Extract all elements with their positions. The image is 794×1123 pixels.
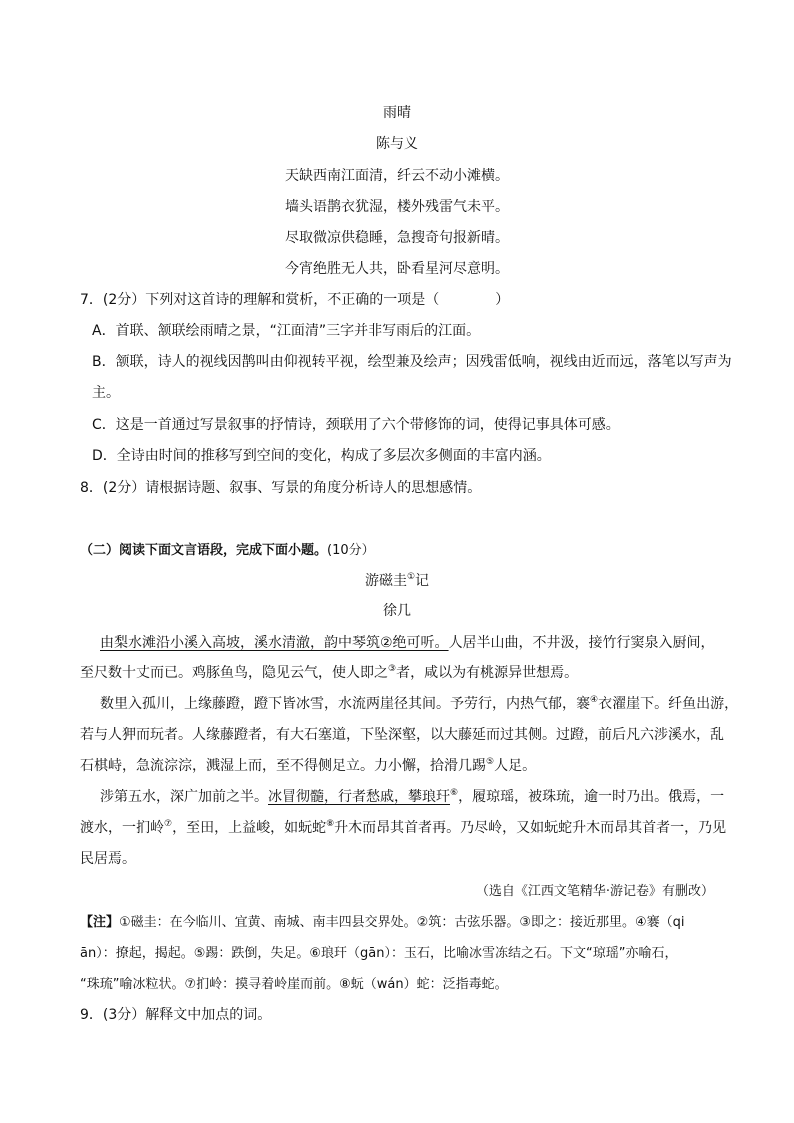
question-7-option-c: C．这是一首通过写景叙事的抒情诗，颈联用了六个带修饰的词，使得记事具体可感。 (92, 417, 620, 433)
question-7-option-a: A．首联、颔联绘雨晴之景，“江面清”三字并非写雨后的江面。 (92, 323, 481, 339)
note-mark-4: ④ (590, 695, 599, 705)
essay-p3-underlined: 冰冒彻髓，行者愁戚，攀琅玕 (268, 789, 450, 805)
section-2-score: (10分） (327, 543, 375, 558)
essay-p3-l2-a: 渡水，一扪岭 (80, 820, 164, 836)
note-mark-6: ⑥ (450, 788, 459, 798)
note-mark-5: ⑤ (486, 757, 495, 767)
question-7-option-b-line-2: 主。 (92, 385, 120, 401)
essay-author: 徐几 (383, 603, 411, 619)
question-7-option-b-line-1: B．颔联，诗人的视线因鹊叫由仰视转平视，绘型兼及绘声；因残雷低响，视线由近而远，落笔以写声为 (92, 354, 732, 370)
note-mark-3: ③ (388, 664, 397, 674)
essay-title-main: 游磁圭 (364, 573, 407, 589)
essay-title (0, 570, 794, 590)
essay-p3-line-2 (80, 817, 726, 837)
essay-p1-l2-b: 者，咸以为有桃源异世想焉。 (396, 665, 579, 681)
essay-p1-line-1 (100, 632, 715, 652)
essay-p3-l2-c: 升木而昂其首者再。乃尽岭，又如蚖蛇升木而昂其首者一，乃见 (334, 820, 727, 836)
essay-p1-rest: 人居半山曲，不井汲，接竹行窦泉入厨间， (448, 635, 715, 651)
essay-p3-l1-b: ，履琼瑶，被珠琉，逾一时乃出。俄焉，一 (458, 789, 725, 805)
notes-line-2: ān）：撩起，揭起。⑤踢：跌倒，失足。⑥琅玕（gān）：玉石，比喻冰雪冻结之石。下文“琼瑶”亦喻石， (80, 946, 678, 961)
poem-title: 雨晴 (383, 105, 411, 121)
note-mark-7: ⑦ (164, 819, 173, 829)
essay-p3-l2-b: ，至田，上益峻，如蚖蛇 (172, 820, 327, 836)
question-9: 9．(3分）解释文中加点的词。 (80, 1007, 272, 1023)
essay-p3-l1-a: 涉第五水，深广加前之半。 (100, 789, 268, 805)
essay-title-note-mark: ① (406, 572, 416, 582)
essay-p2-line-1 (100, 693, 738, 713)
notes-label: 【注】 (80, 915, 120, 930)
essay-p3-line-1 (100, 786, 724, 806)
essay-p2-l3-b: 人足。 (494, 758, 537, 774)
essay-p2-l1-b: 衣濯崖下。纤鱼出游， (598, 696, 739, 712)
question-7-stem: 7．(2分）下列对这首诗的理解和赏析，不正确的一项是（ ） (80, 292, 510, 308)
notes-line-1 (80, 911, 685, 930)
essay-p1-l2-a: 至尺数十丈而已。鸡豚鱼鸟，隐见云气，使人即之 (80, 665, 388, 681)
essay-p2-l1-a: 数里入孤川，上缘藤蹬，蹬下皆冰雪，水流两崖径其间。予劳行，内热气郁，褰 (100, 696, 590, 712)
essay-p2-line-3 (80, 755, 536, 775)
question-8: 8．(2分）请根据诗题、叙事、写景的角度分析诗人的思想感情。 (80, 480, 482, 496)
note-mark-8: ⑧ (326, 819, 335, 829)
poem-line-2: 墙头语鹊衣犹湿，楼外残雷气未平。 (285, 199, 509, 215)
question-7-option-d: D．全诗由时间的推移写到空间的变化，构成了多层次多侧面的丰富内涵。 (92, 448, 551, 464)
essay-p3-line-3: 民居焉。 (80, 851, 136, 867)
essay-title-tail: 记 (415, 573, 430, 589)
section-2-heading (80, 539, 375, 558)
essay-p1-line-2 (80, 662, 578, 682)
poem-line-3: 尽取微凉供稳睡，急搜奇句报新晴。 (285, 230, 509, 246)
essay-p1-underlined: 由梨水滩沿小溪入高坡，溪水清澈，韵中琴筑②绝可听。 (100, 635, 449, 651)
poem-author: 陈与义 (376, 136, 418, 152)
poem-line-4: 今宵绝胜无人共，卧看星河尽意明。 (285, 261, 509, 277)
section-2-heading-text: （二）阅读下面文言语段，完成下面小题。 (80, 543, 328, 558)
essay-source: （选自《江西文笔精华·游记卷》有删改） (475, 884, 714, 899)
essay-p2-l3-a: 石棋峙，急流淙淙，溅湿上而，至不得侧足立。力小懈，拾滑几踢 (80, 758, 486, 774)
notes-line-3: “珠琉”喻冰粒状。⑦扪岭：摸寻着岭崖而前。⑧蚖（wán）蛇：泛指毒蛇。 (80, 977, 508, 992)
poem-line-1: 天缺西南江面清，纤云不动小滩横。 (285, 168, 509, 184)
essay-p2-line-2: 若与人狎而玩者。人缘藤蹬者，有大石塞道，下坠深壑，以大藤延而过其侧。过蹬，前后凡六涉溪水，乱 (80, 727, 724, 743)
notes-l1: ①磁圭：在今临川、宜黄、南城、南丰四县交界处。②筑：古弦乐器。③即之：接近那里。④褰（qi (119, 915, 685, 930)
